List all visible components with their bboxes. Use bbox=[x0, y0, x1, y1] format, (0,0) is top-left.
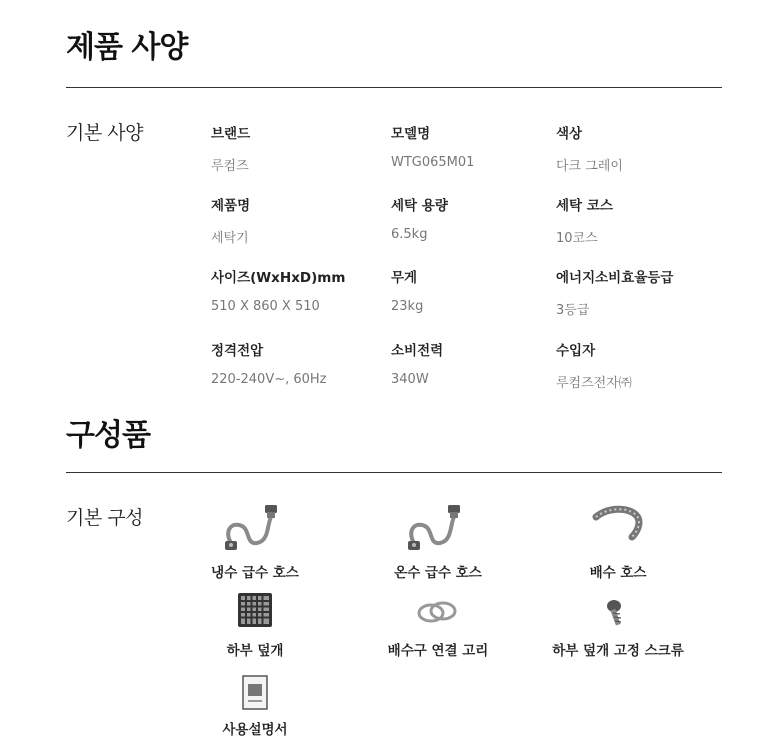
spec-wash-course bbox=[556, 194, 726, 246]
water-hose-icon bbox=[215, 503, 295, 555]
component-bottom-cover bbox=[175, 592, 335, 659]
component-manual bbox=[175, 674, 335, 738]
component-drain-hose bbox=[538, 503, 698, 581]
spec-value: 루컴즈 bbox=[211, 159, 249, 174]
spec-value: 6.5kg bbox=[391, 227, 428, 242]
components-title: 구성품 bbox=[66, 418, 150, 453]
spec-value: 340W bbox=[391, 372, 429, 387]
spec-title: 제품 사양 bbox=[66, 30, 188, 65]
component-label: 배수 호스 bbox=[589, 565, 647, 581]
spec-brand bbox=[211, 122, 381, 174]
spec-product-name bbox=[211, 194, 381, 246]
component-bottom-cover-screw bbox=[538, 596, 698, 659]
component-label: 하부 덮개 bbox=[226, 643, 284, 659]
component-drain-hook bbox=[358, 596, 518, 659]
spec-power-consumption bbox=[391, 339, 561, 387]
spec-energy-grade bbox=[556, 266, 726, 318]
spec-label: 모델명 bbox=[391, 126, 431, 142]
spec-value: 루컴즈전자㈜ bbox=[556, 376, 632, 391]
spec-color bbox=[556, 122, 726, 174]
spec-value: 220-240V~, 60Hz bbox=[211, 372, 327, 387]
spec-label: 수입자 bbox=[556, 343, 596, 359]
spec-model bbox=[391, 122, 561, 170]
component-label: 배수구 연결 고리 bbox=[387, 643, 489, 659]
spec-label: 세탁 코스 bbox=[556, 198, 613, 214]
component-label: 온수 급수 호스 bbox=[394, 565, 482, 581]
spec-label: 브랜드 bbox=[211, 126, 251, 142]
spec-wash-capacity bbox=[391, 194, 561, 242]
spec-section-label: 기본 사양 bbox=[66, 122, 143, 144]
spec-divider bbox=[66, 87, 722, 88]
component-cold-water-hose bbox=[175, 503, 335, 581]
spec-label: 제품명 bbox=[211, 198, 251, 214]
component-label: 하부 덮개 고정 스크류 bbox=[552, 643, 684, 659]
spec-importer bbox=[556, 339, 726, 391]
spec-value: 3등급 bbox=[556, 303, 590, 318]
components-divider bbox=[66, 472, 722, 473]
bottom-cover-icon bbox=[235, 592, 275, 628]
spec-label: 소비전력 bbox=[391, 343, 444, 359]
component-label: 사용설명서 bbox=[222, 722, 288, 738]
spec-label: 정격전압 bbox=[211, 343, 264, 359]
spec-value: WTG065M01 bbox=[391, 155, 475, 170]
spec-size bbox=[211, 266, 381, 314]
spec-value: 세탁기 bbox=[211, 231, 249, 246]
spec-weight bbox=[391, 266, 561, 314]
component-label: 냉수 급수 호스 bbox=[211, 565, 299, 581]
spec-label: 세탁 용량 bbox=[391, 198, 448, 214]
spec-value: 23kg bbox=[391, 299, 424, 314]
spec-value: 다크 그레이 bbox=[556, 159, 623, 174]
spec-label: 무게 bbox=[391, 270, 418, 286]
screw-icon bbox=[598, 596, 638, 628]
drain-hose-icon bbox=[578, 503, 658, 555]
component-hot-water-hose bbox=[358, 503, 518, 581]
spec-label: 색상 bbox=[556, 126, 583, 142]
spec-value: 10코스 bbox=[556, 231, 598, 246]
spec-rated-voltage bbox=[211, 339, 381, 387]
spec-label: 사이즈(WxHxD)mm bbox=[211, 270, 346, 286]
water-hose-icon bbox=[398, 503, 478, 555]
spec-label: 에너지소비효율등급 bbox=[556, 270, 674, 286]
drain-hook-icon bbox=[413, 596, 463, 628]
spec-value: 510 X 860 X 510 bbox=[211, 299, 320, 314]
manual-icon bbox=[239, 674, 271, 712]
components-section-label: 기본 구성 bbox=[66, 507, 143, 529]
